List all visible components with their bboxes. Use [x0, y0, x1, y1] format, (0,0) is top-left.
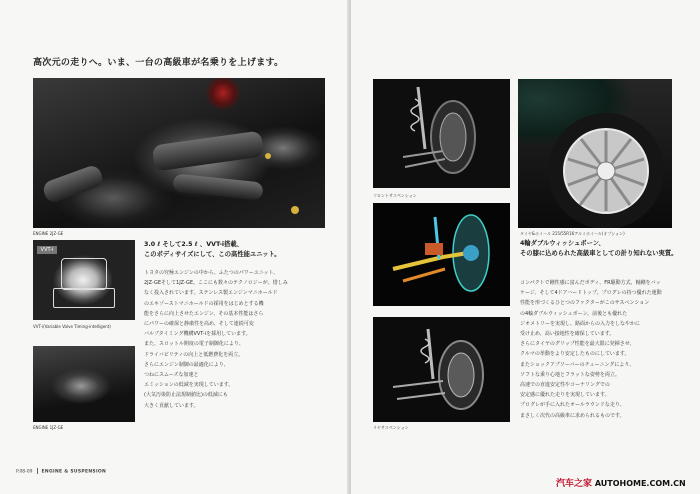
page-headline: 高次元の走りへ。いま、一台の高級車が名乗りを上げます。 [33, 58, 284, 68]
body-line: 能をさらに向上させたエンジン、その基本性能はさら [144, 310, 264, 317]
body-line: コンパクトで剛性感に富んだボディ、FR駆動方式、軸剛をバッ [520, 280, 661, 286]
xray-suspension-photo [373, 203, 510, 306]
vvti-cutaway-photo: VVT-i [33, 240, 135, 320]
body-line: ソフトな乗り心地とフラットな姿勢を両立。 [520, 371, 620, 378]
engine-main-caption: ENGINE 2JZ-GE [33, 231, 64, 236]
rear-suspension-caption: リヤサスペンション [373, 425, 409, 430]
body-line: まさしく次代の高級車に求められるものです。 [520, 412, 625, 419]
body-line: さらにタイヤのグリップ性能を最大限に発揮させ、 [520, 341, 635, 348]
body-line: 安定感に優れた走りを実現しています。 [520, 392, 610, 399]
rear-suspension-illustration [373, 317, 510, 422]
left-page [0, 0, 349, 494]
engine-photo-main [33, 78, 325, 228]
suspension-headline [520, 239, 677, 259]
engine-subhead-line: このボディサイズにして、この高性能ユニット。 [144, 251, 281, 258]
front-suspension-illustration [373, 79, 510, 188]
wheel-caption: タイヤ&ホイール 215/55R16アルミホイール(オプション) [520, 231, 625, 236]
watermark-brand: 汽车之家 [556, 479, 593, 489]
engine-subhead [144, 240, 281, 260]
engine-small-caption: ENGINE 1JZ-GE [33, 425, 64, 430]
body-line: ジオメトリーを実現し、路面からの入力をしなやかに [520, 320, 640, 327]
body-line: トヨタの究極エンジンの中から、ふたつのパワーユニット、 [144, 270, 279, 276]
body-line: ケージ、そして4ドアハードトップ。プログレの持つ優れた運動 [520, 290, 662, 297]
body-line: 受け止め、高い接地性を確保しています。 [520, 331, 615, 338]
body-line: さらにエンジン制御の最適化により、 [144, 361, 229, 368]
body-line: 性能を形づくるひとつのファクターがこのサスペンション [520, 300, 650, 307]
page-footer [16, 468, 106, 475]
body-line: なく投入されています。ステンレス製エンジンマニホールド [144, 290, 278, 297]
body-line: にパワーの確保と静粛性を高め、そして連続可変 [144, 321, 254, 328]
suspension-headline-line: 4輪ダブルウィッシュボーン、 [520, 240, 605, 247]
body-line: のエキゾーストマニホールドの採用をはじめとする機 [144, 300, 264, 307]
body-line: また、スロットル開度の電子制御化により、 [144, 341, 244, 348]
body-line: プログレが手に入れたオールラウンドな走り、 [520, 402, 625, 409]
engine-subhead-line: 3.0 ℓ そして2.5 ℓ 、VVT-i搭載、 [144, 241, 243, 248]
site-watermark [556, 476, 686, 489]
body-line: バルブタイミング機構VVT-iを採用しています。 [144, 331, 251, 338]
engine-body-text [144, 268, 288, 411]
engine-photo-small [33, 346, 135, 422]
body-line: またショックアブソーバーのチューニングにより、 [520, 361, 635, 368]
body-line: つねにスムーズな加速と [144, 372, 199, 379]
wheel-photo [518, 79, 672, 228]
body-line: クルマの挙動をより安定したものにしています。 [520, 351, 630, 358]
body-line: エミッションの低減を実現しています。 [144, 382, 234, 389]
footer-separator [37, 468, 38, 474]
rear-suspension-photo [373, 317, 510, 422]
body-line: ドライバビリティの向上と低燃費化を両立。 [144, 351, 244, 358]
alloy-wheel-illustration [518, 79, 672, 228]
suspension-headline-line: その膝に込められた高級車としての計り知れない実質。 [520, 250, 678, 257]
body-line: の4輪ダブルウィッシュボーン。前後とも優れた [520, 310, 628, 317]
watermark-url: AUTOHOME.COM.CN [594, 479, 686, 488]
section-label: ENGINE & SUSPENSION [41, 469, 107, 475]
body-line: 2JZ-GEそして1JZ-GE。ここにも数々のテクノロジーが、惜しみ [144, 280, 288, 287]
page-number: P.08-09 [16, 469, 33, 475]
xray-suspension-illustration [373, 203, 510, 306]
body-line: 高速での直進安定性やコーナリングでの [520, 382, 610, 389]
suspension-body-text [520, 278, 662, 421]
vvti-caption: VVT-i(Variable Valve Timing-intelligent) [33, 324, 111, 329]
front-suspension-photo [373, 79, 510, 188]
body-line: 大きく貢献しています。 [144, 402, 199, 409]
front-suspension-caption: フロントサスペンション [373, 193, 417, 198]
body-line: (大気汚染防止法規制値比)の低減にも [144, 392, 228, 399]
